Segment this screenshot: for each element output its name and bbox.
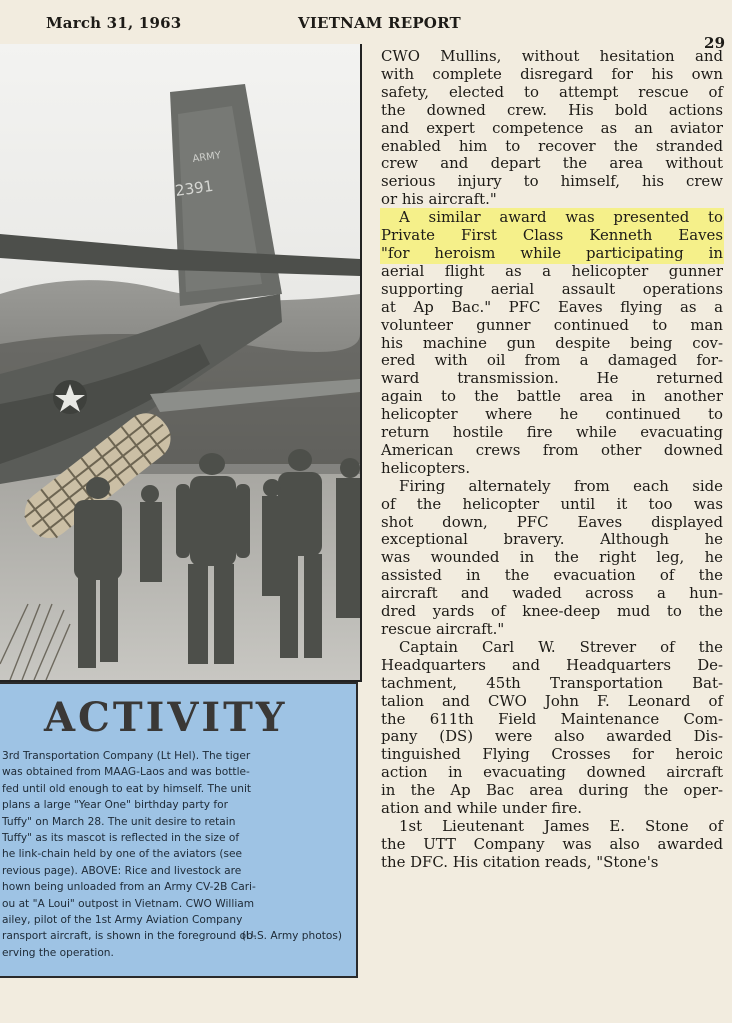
article-line: pany (DS) were also awarded Dis- <box>381 727 723 746</box>
article-line: Captain Carl W. Strever of the <box>399 637 723 656</box>
photo-illustration <box>0 44 360 680</box>
article-line: exceptional bravery. Although he <box>381 530 723 549</box>
article-line: ward transmission. He returned <box>381 369 723 388</box>
article-line: again to the battle area in another <box>381 387 723 406</box>
article-paragraph <box>381 48 723 209</box>
article-line: American crews from other downed <box>381 440 723 459</box>
article-paragraph <box>381 209 723 478</box>
article-line: the DFC. His citation reads, "Stone's <box>381 852 659 871</box>
activity-caption-box <box>0 682 358 978</box>
article-line: dred yards of knee-deep mud to the <box>381 602 723 621</box>
tail-marking-number: 2391 <box>174 176 215 200</box>
caption-line: erving the operation. <box>2 946 114 959</box>
article-column <box>381 48 723 872</box>
caption-line: fed until old enough to eat by himself. The unit <box>2 782 252 795</box>
caption-line: revious page). ABOVE: Rice and livestock are <box>2 864 242 877</box>
article-line: action in evacuating downed aircraft <box>381 763 723 782</box>
photo-credit: (U.S. Army photos) <box>241 930 342 942</box>
article-line: was wounded in the right leg, he <box>381 548 723 567</box>
article-line: 1st Lieutenant James E. Stone of <box>399 816 723 835</box>
caption-line: Tuffy" as its mascot is reflected in the size of <box>2 832 240 845</box>
article-line: with complete disregard for his own <box>381 64 723 83</box>
article-line: volunteer gunner continued to man <box>381 315 723 334</box>
article-line: ered with oil from a damaged for- <box>381 351 723 370</box>
tail-marking-top: ARMY <box>191 150 222 165</box>
article-line: tachment, 45th Transportation Bat- <box>381 673 723 692</box>
article-line: assisted in the evacuation of the <box>381 566 723 585</box>
highlighted-article-line: Private First Class Kenneth Eaves <box>381 226 723 245</box>
article-paragraph <box>381 639 723 818</box>
article-line: or his aircraft." <box>381 190 497 209</box>
highlighted-article-line: A similar award was presented to <box>381 209 723 227</box>
aircraft-unloading-photo <box>0 44 362 682</box>
caption-line: was obtained from MAAG-Laos and was bottle- <box>2 766 250 779</box>
header-title: VIETNAM REPORT <box>298 14 461 32</box>
caption-line: plans a large "Year One" birthday party for <box>2 799 228 812</box>
caption-heading: ACTIVITY <box>44 694 288 741</box>
article-line: and expert competence as an aviator <box>381 118 723 137</box>
article-line: at Ap Bac." PFC Eaves flying as a <box>381 297 723 316</box>
article-line: enabled him to recover the stranded <box>381 136 723 155</box>
article-line: the 611th Field Maintenance Com- <box>381 709 723 728</box>
article-line: in the Ap Bac area during the oper- <box>381 781 723 800</box>
caption-line: he link-chain held by one of the aviators (see <box>2 848 243 861</box>
highlighted-article-line: "for heroism while participating in <box>381 243 723 262</box>
article-line: aircraft and waded across a hun- <box>381 584 723 603</box>
article-line: tinguished Flying Crosses for heroic <box>381 745 723 764</box>
article-line: of the helicopter until it too was <box>381 494 723 513</box>
caption-line: hown being unloaded from an Army CV-2B Cari- <box>2 881 256 894</box>
article-line: serious injury to himself, his crew <box>381 172 723 191</box>
header-date: March 31, 1963 <box>46 14 182 32</box>
caption-line: ailey, pilot of the 1st Army Aviation Company <box>2 914 243 927</box>
article-line: supporting aerial assault operations <box>381 279 723 298</box>
caption-line: ransport aircraft, is shown in the foreground ob- <box>2 930 257 943</box>
article-line: Firing alternately from each side <box>399 476 723 495</box>
article-line: crew and depart the area without <box>381 154 723 173</box>
article-line: helicopter where he continued to <box>381 405 723 424</box>
article-line: ation and while under fire. <box>381 799 583 818</box>
article-line: helicopters. <box>381 458 471 477</box>
article-line: his machine gun despite being cov- <box>381 333 723 352</box>
caption-line: Tuffy" on March 28. The unit desire to retain <box>2 815 236 828</box>
article-line: CWO Mullins, without hesitation and <box>381 47 723 65</box>
page-number: 29 <box>704 34 726 52</box>
article-line: the downed crew. His bold actions <box>381 100 723 119</box>
article-line: return hostile fire while evacuating <box>381 423 723 442</box>
article-line: aerial flight as a helicopter gunner <box>381 261 723 280</box>
article-line: the UTT Company was also awarded <box>381 834 723 853</box>
article-paragraph <box>381 818 723 872</box>
article-line: Headquarters and Headquarters De- <box>381 655 723 674</box>
article-paragraph <box>381 478 723 639</box>
caption-line: 3rd Transportation Company (Lt Hel). The tiger <box>2 750 251 762</box>
article-line: rescue aircraft." <box>381 620 505 638</box>
caption-line: ou at "A Loui" outpost in Vietnam. CWO William <box>2 897 255 910</box>
article-line: safety, elected to attempt rescue of <box>381 82 723 101</box>
article-line: shot down, PFC Eaves displayed <box>381 512 723 531</box>
article-line: talion and CWO John F. Leonard of <box>381 691 723 710</box>
